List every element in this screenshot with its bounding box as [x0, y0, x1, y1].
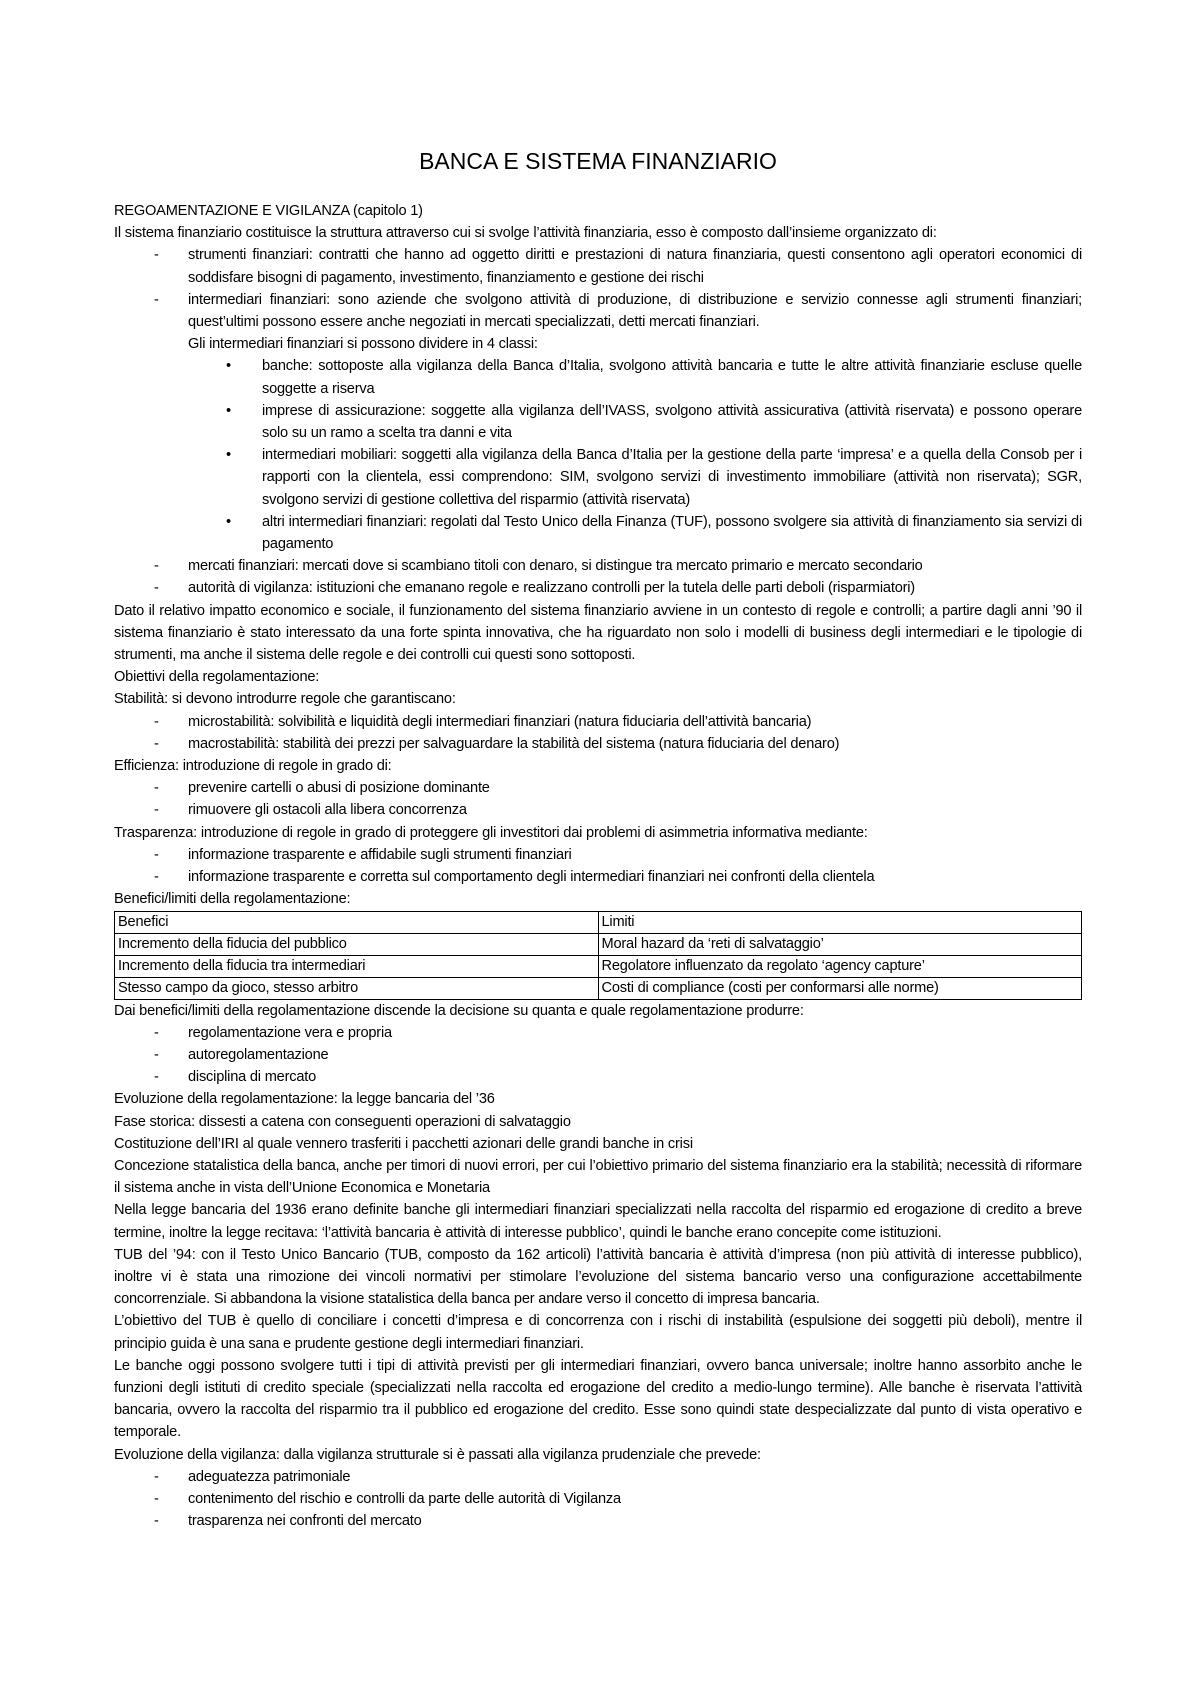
table-header-row — [115, 911, 1082, 933]
paragraph: TUB del ’94: con il Testo Unico Bancario (TUB, composto da 162 articoli) l’attività bancaria è attività d’impresa (non più attività di interesse pubblico), inoltre vi è stata una rimozione dei vincoli normativi per stimolare l’evoluzione del sistema bancario verso una configurazione accettabilmente concorrenziale. Si abbandona la visione statalistica della banca per andare verso il concetto di impresa bancaria. — [114, 1246, 1082, 1308]
dash-marker: - — [154, 1468, 159, 1485]
section-heading: REGOAMENTAZIONE E VIGILANZA (capitolo 1) — [114, 203, 423, 219]
efficiency-heading: Efficienza: introduzione di regole in grado di: — [114, 758, 392, 775]
list-item: • imprese di assicurazione: soggette alla vigilanza dell’IVASS, svolgono attività assicurativa (attività riservata) e possono operare solo su un ramo a scelta tra danni e vita — [114, 400, 1082, 444]
dash-marker: - — [154, 1024, 159, 1041]
list-item: - rimuovere gli ostacoli alla libera concorrenza — [114, 799, 1082, 821]
list-item: - informazione trasparente e corretta sul comportamento degli intermediari finanziari nei confronti della clientela — [114, 866, 1082, 888]
list-item: - autoregolamentazione — [114, 1044, 1082, 1066]
list-item: - informazione trasparente e affidabile sugli strumenti finanziari — [114, 844, 1082, 866]
table-header-cell: Benefici — [115, 911, 599, 933]
dash-marker: - — [154, 735, 159, 752]
dash-marker: - — [154, 713, 159, 730]
bullet-marker: • — [226, 513, 231, 530]
table-cell: Regolatore influenzato da regolato ‘agency capture’ — [598, 955, 1082, 977]
dash-marker: - — [154, 291, 159, 308]
list-item: • intermediari mobiliari: soggetti alla vigilanza della Banca d’Italia per la gestione della parte ‘impresa’ e a quella della Consob per i rapporti con la clientela, essi comprendono: SIM, svolgono servizi di investimento immobiliare (attività non riservata); SGR, svolgono servizi di gestione collettiva del risparmio (attività riservata) — [114, 444, 1082, 511]
evolution-line: Costituzione dell’IRI al quale vennero trasferiti i pacchetti azionari delle grandi banche in crisi — [114, 1135, 693, 1152]
context-paragraph: Dato il relativo impatto economico e sociale, il funzionamento del sistema finanziario avviene in un contesto di regole e controlli; a partire dagli anni ’90 il sistema finanziario è stato interessato da una forte spinta innovativa, che ha riguardato non solo i modelli di business degli intermediari e le tipologie di strumenti, ma anche il sistema delle regole e dei controlli cui questi sono sottoposti. — [114, 602, 1082, 664]
list-item: • banche: sottoposte alla vigilanza della Banca d’Italia, svolgono attività bancaria e tutte le altre attività finanziarie escluse quelle soggette a riserva — [114, 355, 1082, 399]
table-cell: Stesso campo da gioco, stesso arbitro — [115, 977, 599, 999]
list-item: - trasparenza nei confronti del mercato — [114, 1510, 1082, 1532]
list-item: - prevenire cartelli o abusi di posizione dominante — [114, 777, 1082, 799]
list-item: - intermediari finanziari: sono aziende che svolgono attività di produzione, di distribuzione e servizio connesse agli strumenti finanziari; quest’ultimi possono essere anche negoziati in mercati specializzati, detti mercati finanziari. — [114, 289, 1082, 333]
objectives-heading: Obiettivi della regolamentazione: — [114, 669, 320, 686]
paragraph: Le banche oggi possono svolgere tutti i tipi di attività previsti per gli intermediari finanziari, ovvero banca universale; inoltre hanno assorbito anche le funzioni degli istituti di credito speciale (specializzati nella raccolta ed erogazione del credito a medio-lungo termine). Alle banche è riservata l’attività bancaria, ovvero la raccolta del risparmio tra il pubblico ed erogazione del credito. Esse sono quindi state despecializzate dal punto di vista operativo e temporale. — [114, 1357, 1082, 1441]
benefits-limits-table — [114, 911, 1082, 1000]
dash-marker: - — [154, 1513, 159, 1530]
paragraph: Concezione statalistica della banca, anche per timori di nuovi errori, per cui l’obiettivo primario del sistema finanziario era la stabilità; necessità di riformare il sistema anche in vista dell’Unione Economica e Monetaria — [114, 1157, 1082, 1197]
dash-marker: - — [154, 1069, 159, 1086]
list-item: - disciplina di mercato — [114, 1066, 1082, 1088]
bullet-marker: • — [226, 447, 231, 464]
dash-marker: - — [154, 1046, 159, 1063]
dash-marker: - — [154, 802, 159, 819]
dash-marker: - — [154, 869, 159, 886]
document-body — [114, 200, 1082, 1532]
paragraph: L’obiettivo del TUB è quello di conciliare i concetti d’impresa e di concorrenza con i rischi di instabilità (espulsione dei soggetti più deboli), mentre il principio guida è una sana e prudente gestione degli intermediari finanziari. — [114, 1313, 1082, 1352]
evolution-line: Evoluzione della regolamentazione: la legge bancaria del ’36 — [114, 1091, 495, 1108]
list-item: • altri intermediari finanziari: regolati dal Testo Unico della Finanza (TUF), possono svolgere sia attività di finanziamento sia servizi di pagamento — [114, 511, 1082, 555]
evolution-line: Fase storica: dissesti a catena con conseguenti operazioni di salvataggio — [114, 1113, 571, 1130]
paragraph: Nella legge bancaria del 1936 erano definite banche gli intermediari finanziari specializzati nella raccolta del risparmio ed erogazione di credito a breve termine, inoltre la legge recitava: ‘l’attività bancaria è attività di interesse pubblico’, quindi le banche erano concepite come istituzioni. — [114, 1202, 1082, 1241]
dash-marker: - — [154, 846, 159, 863]
dash-marker: - — [154, 558, 159, 575]
list-item: - autorità di vigilanza: istituzioni che emanano regole e realizzano controlli per la tutela delle parti deboli (risparmiatori) — [114, 577, 1082, 599]
classes-intro: Gli intermediari finanziari si possono dividere in 4 classi: — [188, 336, 538, 353]
bullet-marker: • — [226, 402, 231, 419]
stability-heading: Stabilità: si devono introdurre regole che garantiscano: — [114, 691, 456, 708]
list-item: - contenimento del rischio e controlli da parte delle autorità di Vigilanza — [114, 1488, 1082, 1510]
dash-marker: - — [154, 580, 159, 597]
table-cell: Moral hazard da ‘reti di salvataggio’ — [598, 933, 1082, 955]
decision-paragraph: Dai benefici/limiti della regolamentazione discende la decisione su quanta e quale regolamentazione produrre: — [114, 1002, 804, 1019]
table-cell: Incremento della fiducia del pubblico — [115, 933, 599, 955]
dash-marker: - — [154, 1490, 159, 1507]
table-row — [115, 955, 1082, 977]
list-item: - mercati finanziari: mercati dove si scambiano titoli con denaro, si distingue tra mercato primario e mercato secondario — [114, 555, 1082, 577]
table-cell: Costi di compliance (costi per conformarsi alle norme) — [598, 977, 1082, 999]
list-item: - strumenti finanziari: contratti che hanno ad oggetto diritti e prestazioni di natura finanziaria, questi consentono agli operatori economici di soddisfare bisogni di pagamento, investimento, finanziamento e gestione dei rischi — [114, 244, 1082, 288]
table-heading: Benefici/limiti della regolamentazione: — [114, 891, 351, 908]
list-item: - regolamentazione vera e propria — [114, 1022, 1082, 1044]
document-title: BANCA E SISTEMA FINANZIARIO — [419, 148, 777, 174]
bullet-marker: • — [226, 358, 231, 375]
dash-marker: - — [154, 247, 159, 264]
table-row — [115, 933, 1082, 955]
list-item: - adeguatezza patrimoniale — [114, 1466, 1082, 1488]
list-item: - microstabilità: solvibilità e liquidità degli intermediari finanziari (natura fiduciaria dell’attività bancaria) — [114, 711, 1082, 733]
transparency-heading: Trasparenza: introduzione di regole in grado di proteggere gli investitori dai problemi di asimmetria informativa mediante: — [114, 824, 868, 841]
table-row — [115, 977, 1082, 999]
table-cell: Incremento della fiducia tra intermediari — [115, 955, 599, 977]
intro-paragraph: Il sistema finanziario costituisce la struttura attraverso cui si svolge l’attività finanziaria, esso è composto dall’insieme organizzato di: — [114, 225, 937, 242]
list-item: - macrostabilità: stabilità dei prezzi per salvaguardare la stabilità del sistema (natura fiduciaria del denaro) — [114, 733, 1082, 755]
table-header-cell: Limiti — [598, 911, 1082, 933]
dash-marker: - — [154, 780, 159, 797]
supervision-heading: Evoluzione della vigilanza: dalla vigilanza strutturale si è passati alla vigilanza prudenziale che prevede: — [114, 1446, 761, 1463]
